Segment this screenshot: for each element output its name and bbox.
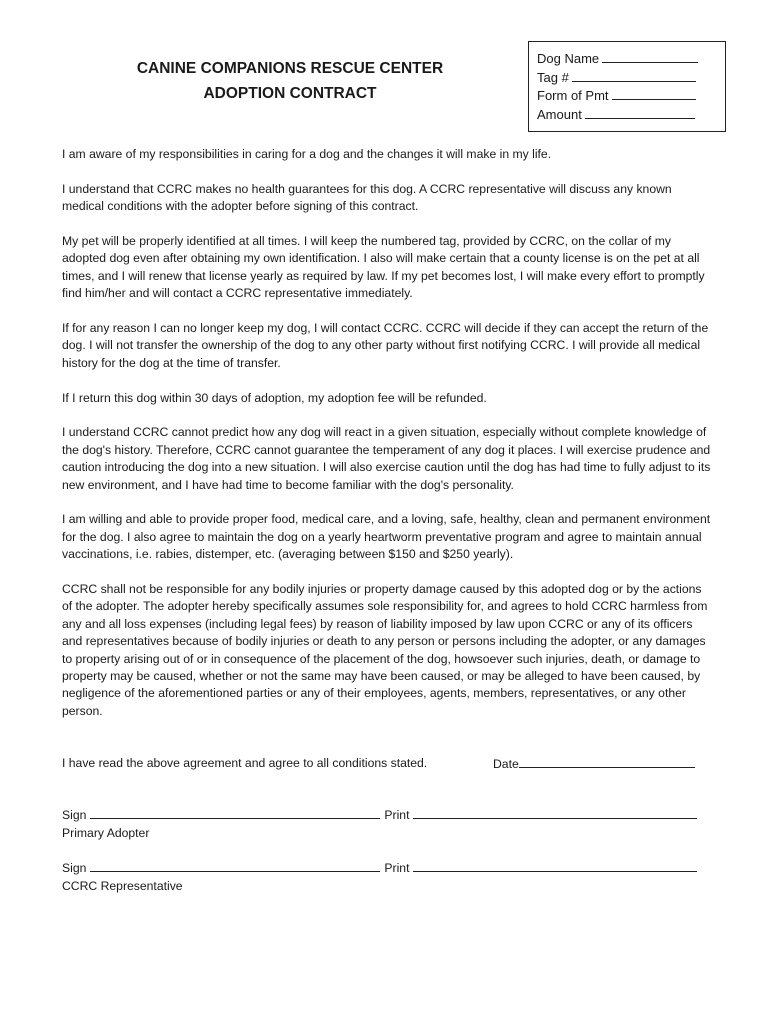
date-group	[493, 755, 695, 773]
print-label: Print	[384, 861, 410, 875]
org-name: CANINE COMPANIONS RESCUE CENTER	[136, 60, 444, 77]
dog-name-label: Dog Name	[537, 51, 600, 66]
print-field[interactable]	[413, 806, 697, 819]
paragraph-care: I am willing and able to provide proper food, medical care, and a loving, safe, healthy, clean and permanent environment for the dog. I also agree to maintain the dog on a yearly heartworm preventative program and agree to maintain annual vaccinations, i.e. rabies, distemper, etc. (averaging between $150 and $250 yearly).	[62, 512, 711, 562]
document-header	[110, 56, 470, 106]
paragraph-transfer: If for any reason I can no longer keep my dog, I will contact CCRC. CCRC will decide if they can accept the return of the dog. I will not transfer the ownership of the dog to any other party without first notifying CCRC. I will provide all medical history for the dog at the time of transfer.	[62, 321, 709, 370]
amount-label: Amount	[537, 106, 582, 122]
sign-field[interactable]	[90, 806, 380, 819]
paragraph-health: I understand that CCRC makes no health guarantees for this dog. A CCRC representative will discuss any known medical conditions with the adopter before signing of this contract.	[62, 181, 672, 214]
dog-info-box	[528, 41, 726, 132]
agreement-statement: I have read the above agreement and agree to all conditions stated.	[62, 756, 428, 770]
print-label: Print	[384, 808, 410, 822]
dog-name-row	[537, 50, 725, 69]
paragraph-temperament: I understand CCRC cannot predict how any dog will react in a given situation, especially without complete knowledge of the dog's history. Therefore, CCRC cannot guarantee the temperament of any dog it places. I will exercise prudence and caution introducing the dog into a new situation. I will also exercise caution until the dog has had time to fully adjust to its new environment, and I have had time to become familiar with the dog's personality.	[62, 425, 711, 492]
tag-label: Tag #	[537, 69, 569, 85]
dog-name-field[interactable]	[602, 50, 698, 63]
sign-label: Sign	[62, 808, 87, 822]
payment-form-field[interactable]	[612, 87, 696, 100]
paragraph-refund: If I return this dog within 30 days of adoption, my adoption fee will be refunded.	[62, 390, 487, 405]
tag-row	[537, 69, 725, 88]
primary-adopter-signature	[62, 806, 712, 842]
paragraph-awareness: I am aware of my responsibilities in caring for a dog and the changes it will make in my life.	[62, 147, 552, 161]
print-field[interactable]	[413, 859, 697, 872]
amount-field[interactable]	[585, 106, 695, 119]
amount-row	[537, 106, 725, 125]
document-title: ADOPTION CONTRACT	[203, 85, 377, 102]
role-label: CCRC Representative	[62, 878, 183, 893]
role-label: Primary Adopter	[62, 825, 150, 840]
date-label: Date	[493, 757, 519, 771]
ccrc-representative-signature	[62, 859, 712, 895]
signature-row	[62, 859, 712, 878]
tag-field[interactable]	[572, 69, 696, 82]
sign-field[interactable]	[90, 859, 380, 872]
payment-form-label: Form of Pmt	[537, 88, 609, 103]
date-field[interactable]	[519, 755, 695, 768]
sign-label: Sign	[62, 861, 87, 875]
signature-row	[62, 806, 712, 825]
payment-form-row	[537, 87, 725, 106]
agreement-row	[62, 755, 712, 772]
paragraph-liability: CCRC shall not be responsible for any bodily injuries or property damage caused by this adopted dog or by the actions of the adopter. The adopter hereby specifically assumes sole responsibility for, and agrees to hold CCRC harmless from any and all loss expenses (including legal fees) by reason of liability imposed by law upon CCRC or any of its officers and representatives because of bodily injuries or death to any person or persons including the adopter, or any damages to property arising out of or in consequence of the placement of the dog, howsoever such injuries, death, or damage to property may be caused, whether or not the same may have been caused, or may be alleged to have been caused, by negligence of the aforementioned parties or any of their employees, agents, members, representatives, or any other person.	[62, 582, 708, 718]
contract-body	[62, 146, 712, 738]
paragraph-identification: My pet will be properly identified at all times. I will keep the numbered tag, provided by CCRC, on the collar of my adopted dog even after obtaining my own identification. I also will make certain that a county license is on the pet at all times, and I will renew that license yearly as required by law. If my pet becomes lost, I will make every effort to promptly find him/her and will contact a CCRC representative immediately.	[62, 234, 705, 301]
